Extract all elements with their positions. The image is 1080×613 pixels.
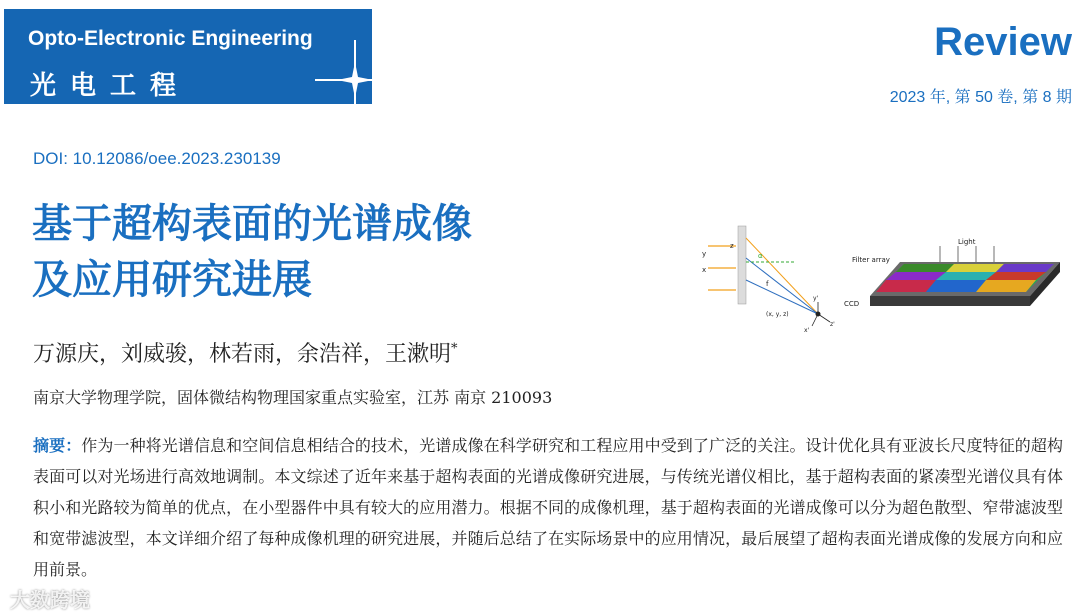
- focus-ray-blue-2: [746, 280, 818, 314]
- ccd-side: [870, 296, 1030, 306]
- title-line-2: 及应用研究进展: [32, 257, 312, 303]
- article-type: Review: [934, 20, 1072, 64]
- label-z: z: [730, 242, 734, 250]
- corresponding-mark: *: [451, 341, 458, 357]
- filter-array-diagram: [844, 238, 1060, 308]
- graphical-abstract-figure: [700, 218, 1070, 338]
- label-z-prime: z': [830, 321, 835, 328]
- abstract: [33, 430, 1063, 585]
- label-y-prime: y': [813, 295, 819, 302]
- title-line-1: 基于超构表面的光谱成像: [32, 201, 472, 247]
- authors-text: 万源庆，刘威骏，林若雨，余浩祥，王漱明: [33, 342, 452, 367]
- journal-name-cn: 光电工程: [30, 71, 191, 101]
- label-point: (x, y, z): [766, 311, 789, 318]
- focus-ray-orange: [746, 238, 818, 314]
- label-x: x: [702, 266, 707, 274]
- label-f: f: [766, 280, 769, 288]
- metasurface-plate: [738, 226, 746, 304]
- issue-info: 2023 年, 第 50 卷, 第 8 期: [889, 89, 1072, 106]
- dispersion-diagram: [702, 226, 835, 334]
- affiliation: 南京大学物理学院，固体微结构物理国家重点实验室，江苏 南京 210093: [33, 388, 553, 407]
- focus-ray-blue: [746, 258, 818, 314]
- journal-name-en: Opto-Electronic Engineering: [28, 27, 313, 50]
- abstract-text: 作为一种将光谱信息和空间信息相结合的技术，光谱成像在科学研究和工程应用中受到了广泛的关注。设计优化具有亚波长尺度特征的超构表面可以对光场进行高效地调制。本文综述了近年来基于超构表面的光谱成像研究进展，与传统光谱仪相比，基于超构表面的紧凑型光谱仪具有体积小和光路较为简单的优点，在小型器件中具有较大的应用潜力。根据不同的成像机理，基于超构表面的光谱成像可以分为超色散型、窄带滤波型和宽带滤波型，本文详细介绍了每种成像机理的研究进展，并随后总结了在实际场景中的应用情况，最后展望了超构表面光谱成像的发展方向和应用前景。: [33, 436, 1063, 579]
- sparkle-star-icon: [315, 40, 395, 120]
- abstract-label: 摘要：: [33, 436, 82, 455]
- label-y: y: [702, 250, 707, 258]
- paper-title: [32, 196, 592, 308]
- watermark: 大数跨境: [10, 588, 90, 612]
- author-list: [33, 337, 458, 368]
- label-alpha: α: [758, 252, 763, 260]
- label-light: Light: [958, 238, 976, 246]
- label-ccd: CCD: [844, 300, 860, 308]
- label-filter-array: Filter array: [852, 256, 890, 264]
- label-x-prime: x': [804, 327, 810, 334]
- doi-link[interactable]: DOI: 10.12086/oee.2023.230139: [33, 149, 281, 168]
